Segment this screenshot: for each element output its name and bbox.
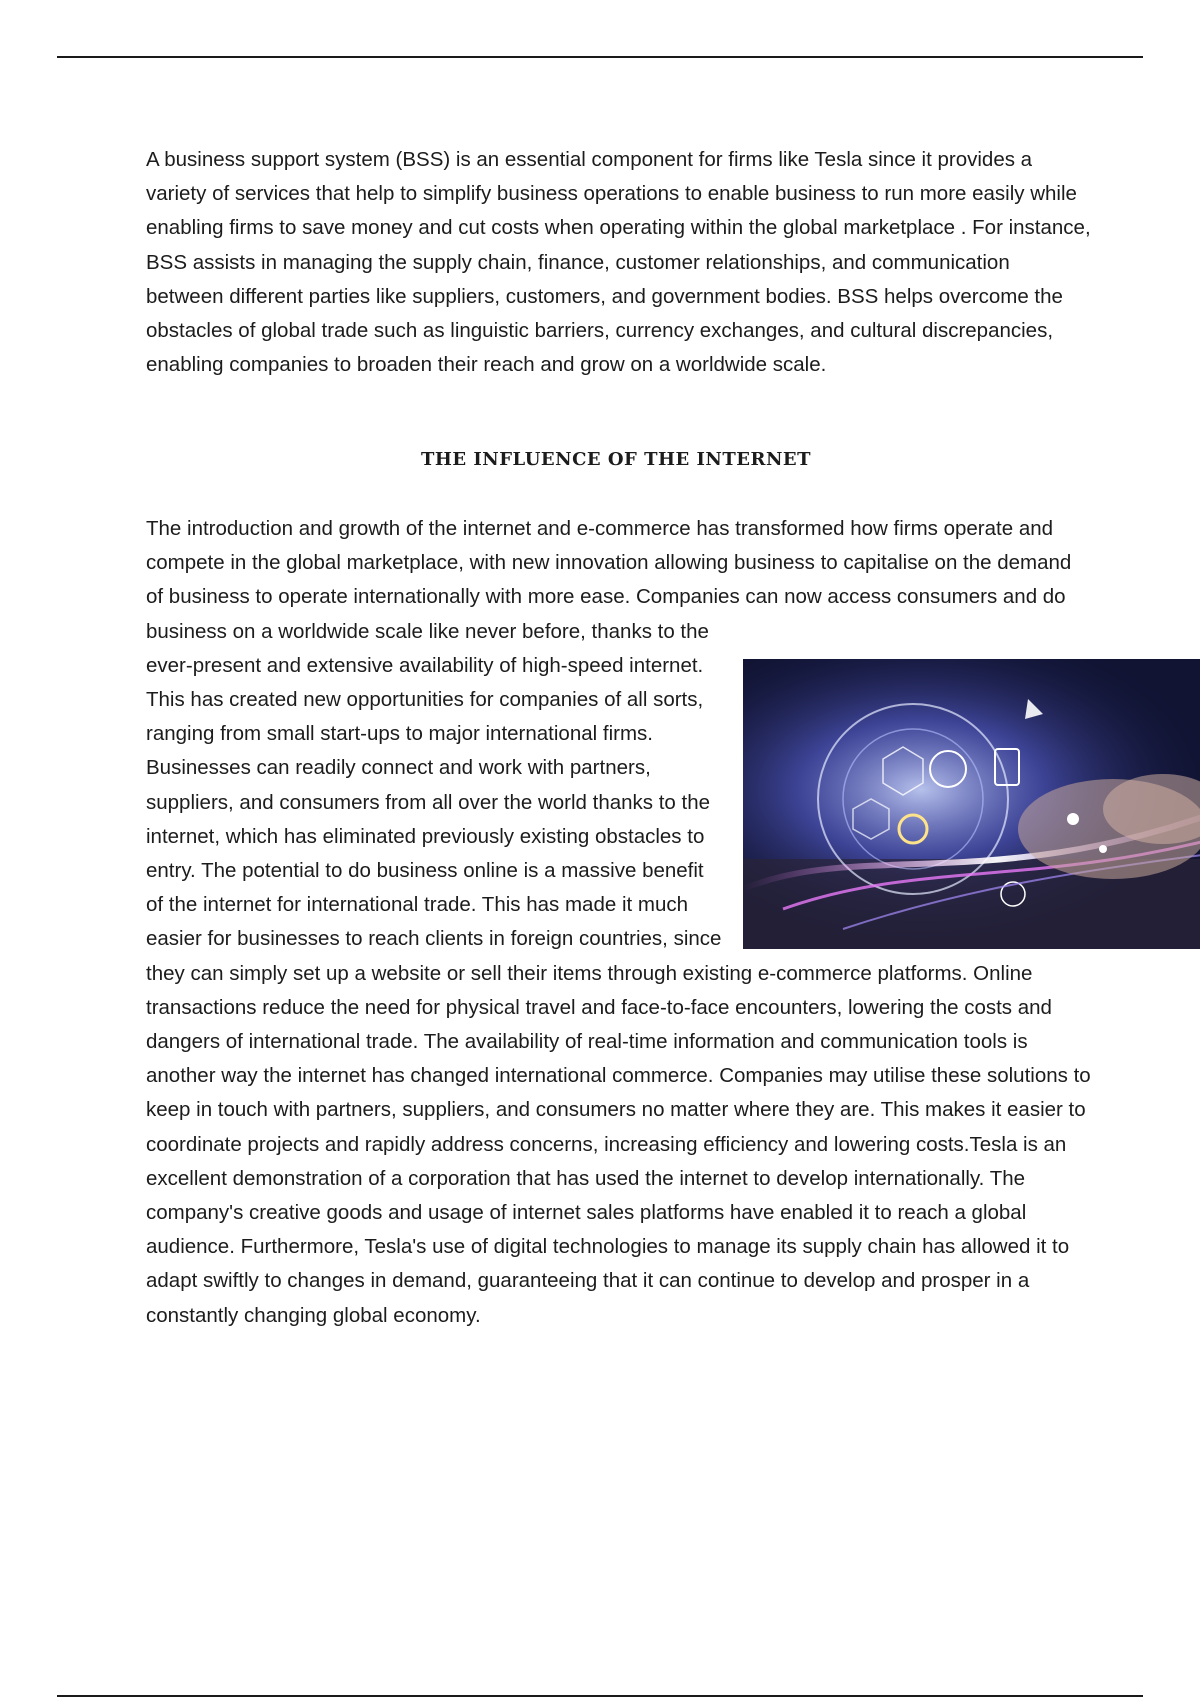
internet-paragraph: The introduction and growth of the internet and e-commerce has transformed how firms operate and compete in the global marketplace, with new innovation allowing business to capitalise on the demand of business to operate internationally with more ease. Companies can now access consumers and do business on a worldwide scale like never before, thanks to the ever-present and extensive availability of high-speed internet. This has created new opportunities for companies of all sorts, ranging from small start-ups to major international firms. Businesses can readily connect and work with partners, suppliers, and consumers from all over the world thanks to the internet, which has eliminated previously existing obstacles to entry. The potential to do business online is a massive benefit of the internet for international trade. This has made it much easier for businesses to reach clients in foreign countries, since they can simply set up a website or sell their items through existing e-commerce platforms. Online transactions reduce the need for physical travel and face-to-face encounters, lowering the costs and dangers of international trade. The availability of real-time information and communication tools is another way the internet has changed international commerce. Companies may utilise these solutions to keep in touch with partners, suppliers, and consumers no matter where they are. This makes it easier to coordinate projects and rapidly address concerns, increasing efficiency and lowering costs.Tesla is an excellent demonstration of a corporation that has used the internet to develop internationally. The company's creative goods and usage of internet sales platforms have enabled it to reach a global audience. Furthermore, Tesla's use of digital technologies to manage its supply chain has allowed it to adapt swiftly to changes in demand, guaranteeing that it can continue to develop and prosper in a constantly changing global economy.	[146, 517, 1091, 1327]
section-heading: THE INFLUENCE OF THE INTERNET	[420, 449, 812, 470]
digital-network-illustration	[743, 659, 1200, 949]
intro-paragraph: A business support system (BSS) is an essential component for firms like Tesla since it provides a variety of services that help to simplify business operations to enable business to run more easily while enabling firms to save money and cut costs when operating within the global marketplace . For instance, BSS assists in managing the supply chain, finance, customer relationships, and communication between different parties like suppliers, customers, and government bodies. BSS helps overcome the obstacles of global trade such as linguistic barriers, currency exchanges, and cultural discrepancies, enabling companies to broaden their reach and grow on a worldwide scale.	[146, 148, 1091, 377]
internet-section	[146, 512, 1091, 1333]
bottom-rule	[57, 1695, 1143, 1697]
top-rule	[57, 56, 1143, 58]
digital-commerce-image	[743, 659, 1200, 949]
